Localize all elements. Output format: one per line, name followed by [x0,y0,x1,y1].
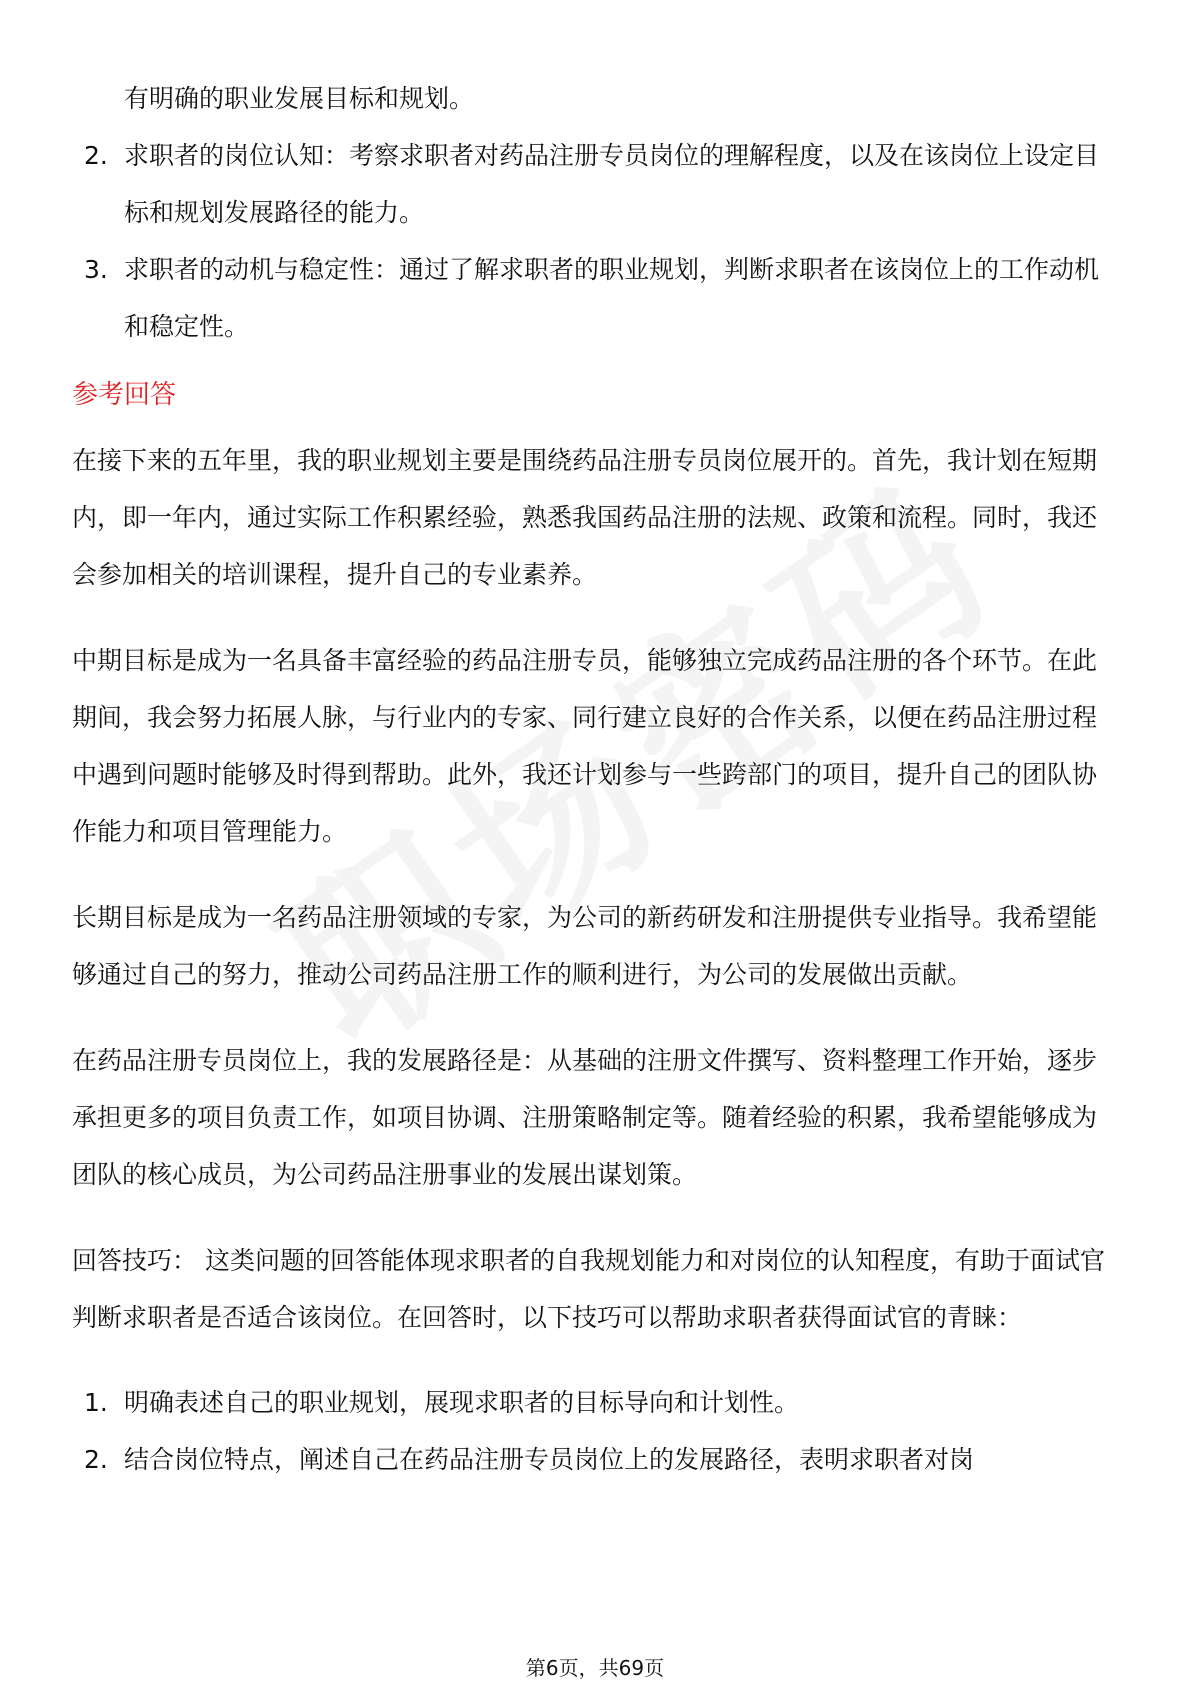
list-item-text: 结合岗位特点，阐述自己在药品注册专员岗位上的发展路径，表明求职者对岗 [124,1445,975,1474]
paragraph: 在接下来的五年里，我的职业规划主要是围绕药品注册专员岗位展开的。首先，我计划在短期内，即一年内，通过实际工作积累经验，熟悉我国药品注册的法规、政策和流程。同时，我还会参加相关的培训课程，提升自己的专业素养。 [72,446,1098,589]
list-number: 1. [84,1388,108,1417]
page-content [72,70,1118,1488]
criteria-list [72,127,1118,355]
list-item [72,127,1118,241]
paragraph: 在药品注册专员岗位上，我的发展路径是：从基础的注册文件撰写、资料整理工作开始，逐步承担更多的项目负责工作，如项目协调、注册策略制定等。随着经验的积累，我希望能够成为团队的核心成员，为公司药品注册事业的发展出谋划策。 [72,1046,1098,1189]
list-item [72,1431,1118,1488]
page-number-footer: 第6页，共69页 [525,1656,665,1680]
paragraph: 长期目标是成为一名药品注册领域的专家，为公司的新药研发和注册提供专业指导。我希望能够通过自己的努力，推动公司药品注册工作的顺利进行，为公司的发展做出贡献。 [72,903,1098,989]
tips-list [72,1374,1118,1488]
list-number: 2. [84,1445,108,1474]
list-item [72,1374,1118,1431]
list-number: 2. [84,141,108,170]
paragraph: 中期目标是成为一名具备丰富经验的药品注册专员，能够独立完成药品注册的各个环节。在此期间，我会努力拓展人脉，与行业内的专家、同行建立良好的合作关系，以便在药品注册过程中遇到问题时能够及时得到帮助。此外，我还计划参与一些跨部门的项目，提升自己的团队协作能力和项目管理能力。 [72,646,1098,846]
section-heading: 参考回答 [72,380,177,410]
list-item-text: 求职者的岗位认知：考察求职者对药品注册专员岗位的理解程度，以及在该岗位上设定目标和规划发展路径的能力。 [124,141,1100,227]
list-item-text: 求职者的动机与稳定性：通过了解求职者的职业规划，判断求职者在该岗位上的工作动机和稳定性。 [124,255,1100,341]
paragraph: 回答技巧： 这类问题的回答能体现求职者的自我规划能力和对岗位的认知程度，有助于面试官判断求职者是否适合该岗位。在回答时，以下技巧可以帮助求职者获得面试官的青睐： [72,1246,1105,1332]
list-item-continuation: 有明确的职业发展目标和规划。 [124,84,475,113]
list-item [72,241,1118,355]
list-number: 3. [84,255,108,284]
list-item-text: 明确表述自己的职业规划，展现求职者的目标导向和计划性。 [124,1388,800,1417]
